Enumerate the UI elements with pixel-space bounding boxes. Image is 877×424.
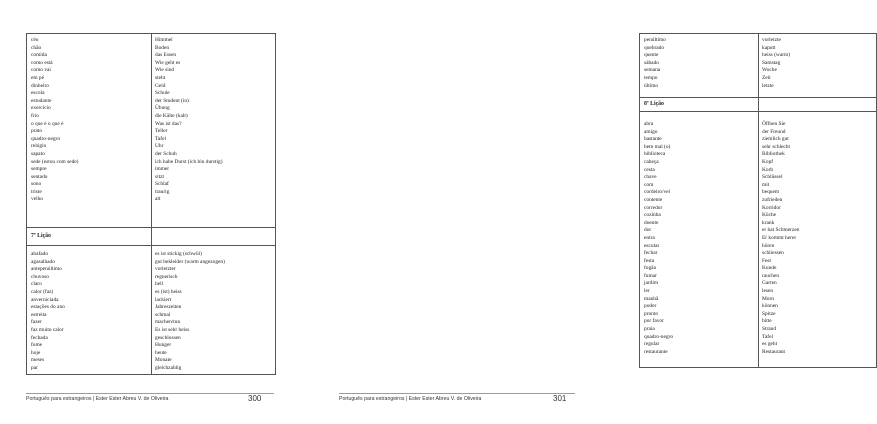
german-translation: sehr schlecht [762, 143, 790, 150]
portuguese-column [31, 37, 78, 204]
portuguese-term: triste [31, 188, 42, 195]
german-translation: der Schuh [155, 150, 177, 157]
portuguese-term: claro [31, 281, 42, 288]
section-title: 7ª Lição [31, 233, 51, 239]
german-translation: Jahreszeiten [155, 304, 182, 311]
portuguese-term: anverniciada [31, 296, 59, 303]
portuguese-term: semana [644, 67, 661, 74]
german-translation: Bibliothek [762, 151, 785, 158]
vocab-table-right [639, 33, 877, 368]
portuguese-term: amigo [644, 128, 658, 135]
german-translation: Woche [762, 67, 777, 74]
portuguese-term: sempre [31, 166, 47, 173]
portuguese-term: quente [644, 52, 659, 59]
german-translation: alt [155, 196, 161, 203]
portuguese-term: quadro-negro [644, 333, 674, 340]
vocab-table-left [26, 33, 276, 375]
german-translation: Boden [155, 44, 170, 51]
portuguese-term: como está [31, 59, 53, 66]
german-translation: der Student (in) [155, 97, 189, 104]
german-translation: Küche [762, 212, 777, 219]
german-translation: Schlaf [155, 181, 169, 188]
german-translation: mit [762, 181, 770, 188]
german-translation: Er kommt herer [762, 234, 797, 241]
german-translation: geschlossen [155, 334, 181, 341]
portuguese-term: fazer [31, 319, 42, 326]
german-translation: Schlüssel [762, 174, 783, 181]
section-divider [640, 97, 876, 98]
portuguese-term: chave [644, 174, 657, 181]
portuguese-term: cabeça [644, 158, 659, 165]
german-translation: es (ist) heiss [155, 288, 182, 295]
portuguese-term: corredor [644, 204, 663, 211]
german-translation: hören [762, 242, 775, 249]
german-translation: kaputt [762, 44, 776, 51]
portuguese-term: chão [31, 44, 42, 51]
german-translation: bitte [762, 318, 772, 325]
portuguese-term: manhã [644, 295, 659, 302]
german-translation: Schule [155, 90, 170, 97]
portuguese-term: exercício [31, 105, 51, 112]
portuguese-column [31, 251, 65, 373]
german-translation: Teller [155, 128, 168, 135]
german-translation: Hunger [155, 342, 172, 349]
german-translation: heiss (warm) [762, 52, 790, 59]
portuguese-term: prato [31, 128, 43, 135]
portuguese-term: como vai [31, 67, 51, 74]
portuguese-term: céu [31, 37, 39, 43]
footer-rule [339, 393, 575, 394]
portuguese-term: fumar [644, 272, 657, 279]
german-translation: können [762, 303, 778, 310]
german-translation: Korb [762, 166, 774, 173]
german-translation: Restaurant [762, 348, 786, 355]
german-translation: lackiert [155, 296, 172, 303]
german-translation: Monate [155, 357, 172, 364]
section-divider [27, 227, 275, 228]
portuguese-term: festa [644, 257, 655, 264]
german-translation: Zeit [762, 74, 771, 81]
portuguese-term: antepenúltimo [31, 266, 62, 273]
portuguese-term: jardim [644, 280, 659, 287]
portuguese-term: relógio [31, 143, 47, 150]
german-translation: letzte [762, 82, 774, 89]
portuguese-term: fogão [644, 265, 657, 272]
german-translation: gut bekleider (warm angezogen) [155, 258, 225, 265]
portuguese-term: calor (faz) [31, 288, 54, 295]
german-translation: Strand [762, 326, 777, 333]
german-column [155, 251, 225, 373]
portuguese-term: cordeiro/vel [644, 189, 671, 196]
portuguese-term: estações do ano [31, 304, 65, 311]
portuguese-term: velho [31, 196, 43, 203]
page-footer [26, 393, 274, 403]
german-translation: schliessen [762, 250, 784, 257]
german-translation: steht [155, 74, 166, 81]
german-translation: immer [155, 166, 170, 173]
german-translation: Garten [762, 280, 777, 287]
portuguese-term: fome [31, 342, 43, 349]
german-translation: machen/tun [155, 319, 181, 326]
footer-rule [26, 393, 274, 394]
german-translation: Geld [155, 82, 166, 89]
portuguese-term: cesta [644, 166, 655, 173]
portuguese-term: praia [644, 326, 655, 333]
german-translation: lesen [762, 288, 774, 295]
right-page [300, 0, 800, 424]
footer-source: Português para estrangeiros | Ester Ester Abreu V. de Oliveira [339, 396, 482, 402]
german-translation: hell [155, 281, 164, 288]
german-translation: rauchen [762, 272, 780, 279]
portuguese-term: restaurante [644, 348, 668, 355]
german-translation: der Freund [762, 128, 786, 135]
german-translation: Tafel [155, 135, 166, 142]
portuguese-term: meses [31, 357, 45, 364]
portuguese-term: doente [644, 219, 659, 226]
german-translation: krank [762, 219, 775, 226]
german-translation: vorletzte [762, 37, 781, 43]
german-translation: Tafel [762, 333, 773, 340]
german-translation: es geht [762, 341, 778, 348]
portuguese-term: dinheiro [31, 82, 49, 89]
portuguese-column [644, 121, 673, 356]
portuguese-term: poder [644, 303, 657, 310]
german-translation: Öffnen Sie [762, 121, 786, 127]
german-column [762, 121, 799, 356]
portuguese-term: agasalhado [31, 258, 55, 265]
german-translation: Es ist sehr heiss [155, 326, 190, 333]
footer-source: Português para estrangeiros | Ester Ester Abreu V. de Oliveira [26, 396, 169, 402]
german-translation: er hat Schmerzen [762, 227, 800, 234]
column-divider [151, 34, 152, 374]
portuguese-term: com [644, 181, 654, 188]
portuguese-term: par [31, 364, 38, 371]
portuguese-term: regular [644, 341, 660, 348]
german-translation: das Essen [155, 52, 177, 59]
portuguese-term: sapato [31, 150, 45, 157]
portuguese-term: sentado [31, 173, 48, 180]
page-number: 300 [248, 394, 262, 403]
german-translation: heute [155, 349, 167, 356]
german-translation: ich habe Durst (ich bin durstig) [155, 158, 223, 165]
german-translation: gleichzahlig [155, 364, 182, 371]
portuguese-term: quadro-negro [31, 135, 61, 142]
german-column [155, 37, 223, 204]
portuguese-term: frio [31, 112, 39, 119]
portuguese-term: sede (estou com sede) [31, 158, 79, 165]
german-translation: Samstag [762, 59, 781, 66]
german-translation: Fest [762, 257, 771, 264]
german-translation: es ist stickig (schwül) [155, 251, 202, 257]
portuguese-term: pronto [644, 310, 659, 317]
left-page [0, 0, 300, 424]
portuguese-term: ler [644, 288, 650, 295]
german-translation: Wie geht es [155, 59, 181, 66]
german-translation: Kunde [762, 265, 777, 272]
page-number: 301 [553, 394, 567, 403]
german-translation: Wie sind [155, 67, 175, 74]
section-title: 8ª Lição [644, 101, 664, 107]
german-translation: Übung [155, 105, 170, 112]
german-translation: regnerisch [155, 273, 178, 280]
german-translation: die Kälte (kalt) [155, 112, 188, 119]
portuguese-term: escola [31, 90, 45, 97]
portuguese-term: biblioteca [644, 151, 666, 158]
portuguese-term: escutar [644, 242, 660, 249]
german-translation: bequem [762, 189, 780, 196]
german-translation: ziemlich gut [762, 136, 789, 143]
german-translation: sitzt [155, 173, 164, 180]
page-footer [339, 393, 575, 403]
german-translation: Was ist das? [155, 120, 182, 127]
portuguese-term: penúltimo [644, 37, 666, 43]
portuguese-term: cozinha [644, 212, 661, 219]
portuguese-term: sono [31, 181, 42, 188]
portuguese-column [644, 37, 666, 90]
column-divider [758, 34, 759, 367]
german-translation: Kopf [762, 158, 774, 165]
german-translation: traurig [155, 188, 170, 195]
portuguese-term: contente [644, 196, 663, 203]
german-translation: Spitze [762, 310, 776, 317]
portuguese-term: bem mal (o) [644, 143, 671, 150]
portuguese-term: entra [644, 234, 655, 241]
portuguese-term: último [644, 82, 659, 89]
portuguese-term: faz muito calor [31, 326, 64, 333]
german-column [762, 37, 790, 90]
german-translation: Korridor [762, 204, 781, 211]
portuguese-term: por favor [644, 318, 664, 325]
portuguese-term: dor [644, 227, 652, 234]
portuguese-term: chuvoso [31, 273, 49, 280]
portuguese-term: estudante [31, 97, 52, 104]
portuguese-term: fechar [644, 250, 658, 257]
german-translation: Himmel [155, 37, 173, 43]
portuguese-term: abra [644, 121, 654, 127]
portuguese-term: em pé [31, 74, 45, 81]
portuguese-term: sábado [644, 59, 659, 66]
portuguese-term: abafado [31, 251, 49, 257]
portuguese-term: quebrado [644, 44, 665, 51]
portuguese-term: bastante [644, 136, 662, 143]
portuguese-term: fechada [31, 334, 48, 341]
portuguese-term: o que é o que é [31, 120, 64, 127]
german-translation: vorletzter [155, 266, 176, 273]
portuguese-term: tempo [644, 74, 658, 81]
german-translation: zufrieden [762, 196, 783, 203]
portuguese-term: comida [31, 52, 47, 59]
portuguese-term: estreita [31, 311, 47, 318]
german-translation: Morn [762, 295, 774, 302]
portuguese-term: hoje [31, 349, 41, 356]
section-divider [640, 111, 876, 112]
section-divider [27, 245, 275, 246]
german-translation: Uhr [155, 143, 164, 150]
german-translation: schmal [155, 311, 171, 318]
